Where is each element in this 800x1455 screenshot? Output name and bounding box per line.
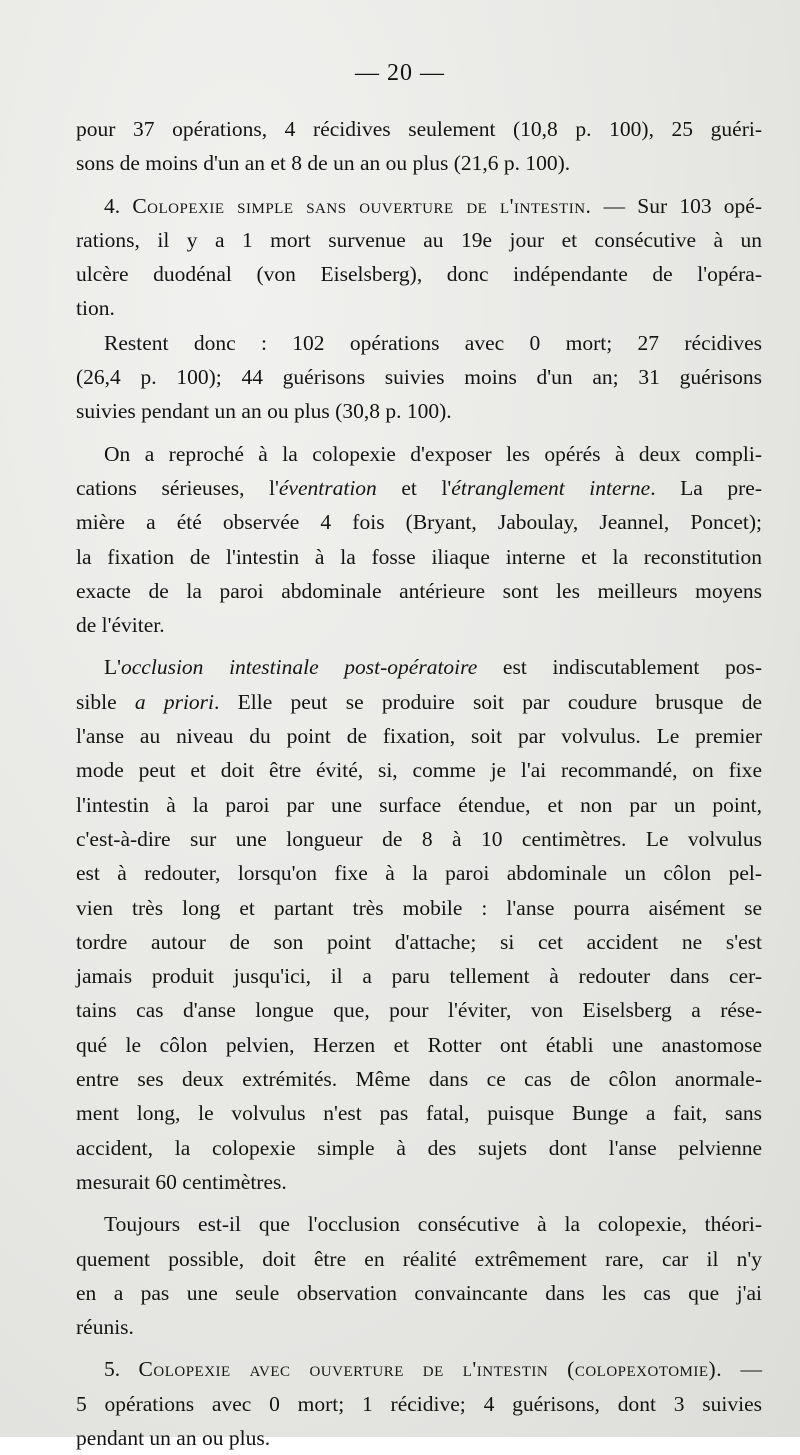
text-line (76, 650, 762, 684)
text-line: tains cas d'anse longue que, pour l'éviter, von Eiselsberg a rése- (76, 998, 762, 1023)
italic-term: étranglement interne (451, 475, 651, 500)
text-line: On a reproché à la colopexie d'exposer les opérés à deux compli- (104, 441, 762, 466)
text-line: suivies pendant un an ou plus (30,8 p. 100). (76, 399, 452, 424)
text-line: mode peut et doit être évité, si, comme je l'ai recommandé, on fixe (76, 758, 762, 783)
text-fragment: . Elle peut se produire soit par coudure brusque de (214, 689, 762, 714)
paragraph-gap (76, 1344, 762, 1352)
text-line: ment long, le volvulus n'est pas fatal, puisque Bunge a fait, sans (76, 1101, 762, 1126)
text-line: (26,4 p. 100); 44 guérisons suivies moins d'un an; 31 guérisons (76, 365, 762, 390)
text-line: l'intestin à la paroi par une surface étendue, et non par un point, (76, 792, 762, 817)
text-line: l'anse au niveau du point de fixation, soit par volvulus. Le premier (76, 724, 762, 749)
text-line: Restent donc : 102 opérations avec 0 mort; 27 récidives (104, 330, 762, 355)
text-line: mière a été observée 4 fois (Bryant, Jaboulay, Jeannel, Poncet); (76, 510, 762, 535)
paragraph-gap (76, 642, 762, 650)
text-line: ulcère duodénal (von Eiselsberg), donc indépendante de l'opéra- (76, 262, 762, 287)
text-line: réunis. (76, 1315, 134, 1340)
text-line: en a pas une seule observation convaincante dans les cas que j'ai (76, 1280, 762, 1305)
page-number: — 20 — (355, 60, 445, 86)
text-line: est à redouter, lorsqu'on fixe à la paroi abdominale un côlon pel- (76, 861, 762, 886)
section-heading: Colopexie avec ouverture de l'intestin (colopexotomie). (138, 1357, 723, 1382)
text-fragment: — Sur 103 opé- (591, 193, 762, 218)
text-line: la fixation de l'intestin à la fosse iliaque interne et la reconstitution (76, 544, 762, 569)
text-line: exacte de la paroi abdominale antérieure sont les meilleurs moyens (76, 578, 762, 603)
text-line: c'est-à-dire sur une longueur de 8 à 10 centimètres. Le volvulus (76, 826, 762, 851)
text-fragment: est indiscutablement pos- (477, 655, 763, 680)
paragraph-gap (76, 1199, 762, 1207)
section-heading: Colopexie simple sans ouverture de l'intestin. (132, 193, 592, 218)
italic-term: éventration (278, 475, 377, 500)
text-line: sons de moins d'un an et 8 de un an ou plus (21,6 p. 100). (76, 151, 571, 176)
italic-term: a priori (134, 689, 215, 714)
text-line: de l'éviter. (76, 613, 165, 638)
text-fragment: cations sérieuses, l' (76, 475, 279, 500)
text-fragment: 4. (104, 193, 133, 218)
text-line: accident, la colopexie simple à des sujets dont l'anse pelvienne (76, 1135, 762, 1160)
text-line: quement possible, doit être en réalité extrêmement rare, car il n'y (76, 1246, 762, 1271)
text-fragment: . La pre- (650, 475, 762, 500)
body-text (76, 112, 762, 1455)
paragraph-gap (76, 181, 762, 189)
text-line: rations, il y a 1 mort survenue au 19e jour et consécutive à un (76, 227, 762, 252)
text-line: entre ses deux extrémités. Même dans ce cas de côlon anormale- (76, 1067, 762, 1092)
paragraph-gap (76, 429, 762, 437)
text-line: pendant un an ou plus. (76, 1425, 271, 1450)
text-line: tordre autour de son point d'attache; si cet accident ne s'est (76, 929, 762, 954)
text-fragment: — (722, 1357, 762, 1382)
text-line: 5 opérations avec 0 mort; 1 récidive; 4 guérisons, dont 3 suivies (76, 1391, 762, 1416)
text-line (76, 471, 762, 505)
text-fragment: et l' (376, 475, 452, 500)
text-fragment: L' (104, 655, 122, 680)
text-line: jamais produit jusqu'ici, il a paru tellement à redouter dans cer- (76, 964, 762, 989)
italic-term: occlusion intestinale post-opératoire (121, 655, 478, 680)
text-fragment: sible (76, 689, 135, 714)
text-line: tion. (76, 296, 115, 321)
text-line (76, 1352, 762, 1386)
text-line: Toujours est-il que l'occlusion consécutive à la colopexie, théori- (104, 1212, 762, 1237)
text-line: qué le côlon pelvien, Herzen et Rotter ont établi une anastomose (76, 1032, 762, 1057)
text-line (76, 685, 762, 719)
text-line: mesurait 60 centimètres. (76, 1169, 287, 1194)
text-line (76, 189, 762, 223)
text-fragment: 5. (104, 1357, 139, 1382)
text-line: pour 37 opérations, 4 récidives seulement (10,8 p. 100), 25 guéri- (76, 117, 762, 141)
text-line: vien très long et partant très mobile : l'anse pourra aisément se (76, 895, 762, 920)
